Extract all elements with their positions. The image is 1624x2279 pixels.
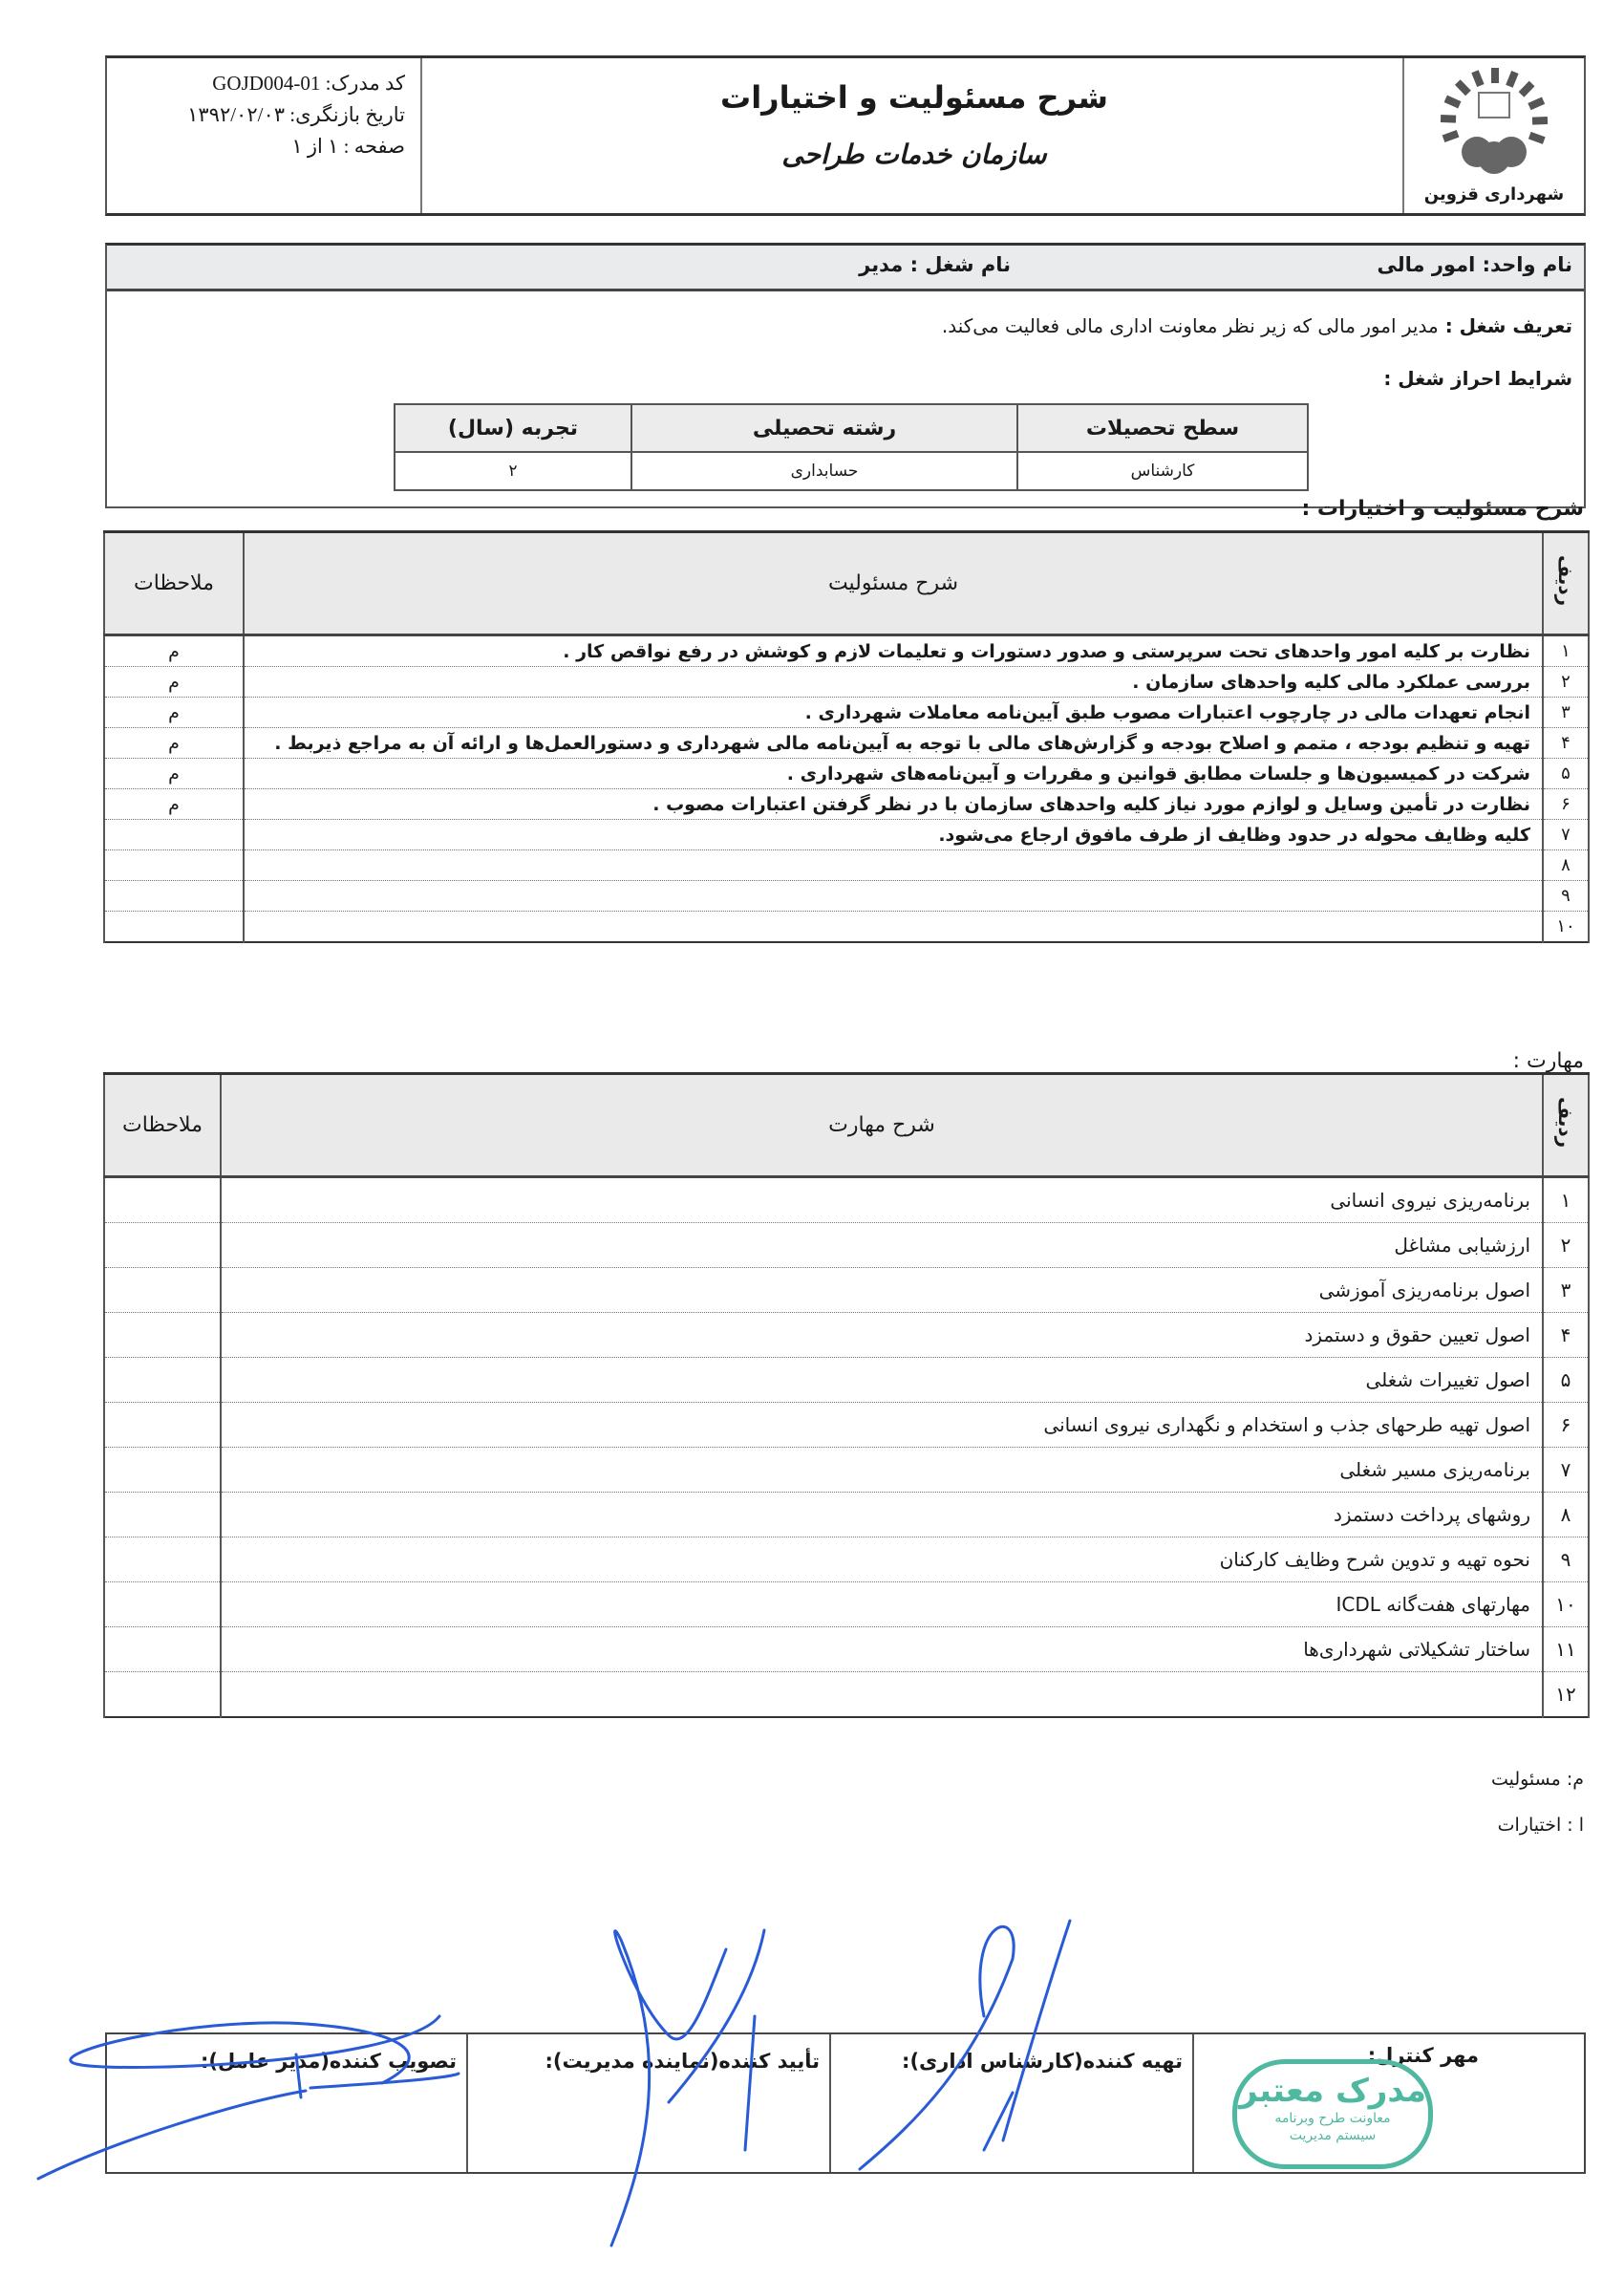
row-number: ۱۰ <box>1543 1582 1589 1627</box>
skill-row <box>104 1177 1589 1223</box>
row-description: اصول تهیه طرحهای جذب و استخدام و نگهداری نیروی انسانی <box>221 1403 1543 1448</box>
qual-field: حسابداری <box>631 452 1017 490</box>
revision-date-line <box>107 99 405 131</box>
revision-date-value: ۱۳۹۲/۰۲/۰۳ <box>187 103 286 126</box>
doc-code-value: GOJD004-01 <box>212 72 321 95</box>
skills-header-remarks: ملاحظات <box>104 1074 221 1177</box>
row-number: ۵ <box>1543 759 1589 789</box>
row-description: انجام تعهدات مالی در چارچوب اعتبارات مصوب طبق آیین‌نامه معاملات شهرداری . <box>244 698 1543 728</box>
row-description: برنامه‌ریزی مسیر شغلی <box>221 1448 1543 1493</box>
unit-value: امور مالی <box>1377 253 1476 276</box>
skill-row <box>104 1493 1589 1537</box>
resp-header-row-number <box>1543 532 1589 635</box>
skill-row <box>104 1672 1589 1718</box>
skills-section-label: مهارت : <box>1512 1049 1584 1073</box>
qual-education-level: کارشناس <box>1017 452 1308 490</box>
row-remarks: م <box>104 759 244 789</box>
row-number: ۸ <box>1543 850 1589 881</box>
revision-date-label: تاریخ بازنگری: <box>289 103 405 126</box>
row-number: ۶ <box>1543 1403 1589 1448</box>
row-description: ارزشیابی مشاغل <box>221 1223 1543 1268</box>
row-remarks <box>104 1672 221 1718</box>
qual-header-experience: تجربه (سال) <box>395 404 631 452</box>
row-number: ۴ <box>1543 728 1589 759</box>
responsibility-row <box>104 912 1589 943</box>
row-number: ۱۰ <box>1543 912 1589 943</box>
row-number: ۱۲ <box>1543 1672 1589 1718</box>
row-number: ۵ <box>1543 1358 1589 1403</box>
document-title: شرح مسئولیت و اختیارات <box>720 79 1108 116</box>
qualifications-table <box>394 403 1309 491</box>
row-remarks <box>104 881 244 912</box>
legend-responsibility: م: مسئولیت <box>1490 1769 1584 1790</box>
row-description <box>221 1672 1543 1718</box>
qazvin-municipality-logo-icon <box>1437 64 1551 179</box>
row-remarks: م <box>104 789 244 820</box>
row-number: ۷ <box>1543 820 1589 850</box>
responsibility-row <box>104 881 1589 912</box>
row-description: اصول تعیین حقوق و دستمزد <box>221 1313 1543 1358</box>
skill-row <box>104 1313 1589 1358</box>
job-definition <box>942 314 1572 337</box>
page-number-line <box>107 131 405 162</box>
row-number: ۷ <box>1543 1448 1589 1493</box>
responsibilities-table <box>103 530 1590 943</box>
row-number: ۱ <box>1543 635 1589 667</box>
qual-header-education-level: سطح تحصیلات <box>1017 404 1308 452</box>
legend-authority: ا : اختیارات <box>1497 1815 1584 1836</box>
logo-caption: شهرداری قزوین <box>1423 184 1565 204</box>
page-value: ۱ از ۱ <box>291 135 339 158</box>
skill-row <box>104 1268 1589 1313</box>
row-remarks <box>104 1493 221 1537</box>
row-number: ۶ <box>1543 789 1589 820</box>
job-name <box>859 253 1011 276</box>
skills-header-description: شرح مهارت <box>221 1074 1543 1177</box>
control-stamp-cell <box>1192 2034 1584 2172</box>
document-header <box>105 55 1586 216</box>
skill-row <box>104 1403 1589 1448</box>
row-description: نظارت در تأمین وسایل و لوازم مورد نیاز کلیه واحدهای سازمان با در نظر گرفتن اعتبارات مصوب . <box>244 789 1543 820</box>
row-description: شرکت در کمیسیون‌ها و جلسات مطابق قوانین و مقررات و آیین‌نامه‌های شهرداری . <box>244 759 1543 789</box>
stamp-line-1: معاونت طرح وبرنامه <box>1274 2111 1391 2126</box>
logo-block <box>1402 58 1584 213</box>
row-number: ۲ <box>1543 1223 1589 1268</box>
job-label: نام شغل : <box>909 253 1011 276</box>
job-info-bar <box>107 246 1584 291</box>
resp-header-description: شرح مسئولیت <box>244 532 1543 635</box>
skill-row <box>104 1582 1589 1627</box>
definition-label: تعریف شغل : <box>1444 314 1572 337</box>
row-description: تهیه و تنظیم بودجه ، متمم و اصلاح بودجه و گزارش‌های مالی با توجه به آیین‌نامه مالی شهرداری و دستورالعمل‌ها و ارائه آن به مراجع ذیربط . <box>244 728 1543 759</box>
qualifications-label: شرایط احراز شغل : <box>1383 367 1572 390</box>
skill-row <box>104 1537 1589 1582</box>
skill-row <box>104 1358 1589 1403</box>
unit-label: نام واحد: <box>1482 253 1572 276</box>
row-remarks <box>104 1223 221 1268</box>
row-remarks <box>104 912 244 943</box>
row-number-header: ردیف <box>1554 1096 1577 1149</box>
row-number: ۲ <box>1543 667 1589 698</box>
row-description: بررسی عملکرد مالی کلیه واحدهای سازمان . <box>244 667 1543 698</box>
definition-value: مدیر امور مالی که زیر نظر معاونت اداری مالی فعالیت می‌کند. <box>941 314 1439 337</box>
legend <box>1491 1756 1584 1848</box>
doc-code-label: کد مدرک: <box>325 72 405 95</box>
row-description: نحوه تهیه و تدوین شرح وظایف کارکنان <box>221 1537 1543 1582</box>
responsibility-row <box>104 635 1589 667</box>
row-description: مهارتهای هفت‌گانه ICDL <box>221 1582 1543 1627</box>
signature-footer <box>105 2032 1586 2174</box>
row-number: ۱ <box>1543 1177 1589 1223</box>
qual-experience: ۲ <box>395 452 631 490</box>
approved-by-cell <box>107 2034 466 2172</box>
row-description: اصول برنامه‌ریزی آموزشی <box>221 1268 1543 1313</box>
row-description <box>244 912 1543 943</box>
prepared-by-label: تهیه کننده(کارشناس اداری): <box>902 2050 1183 2073</box>
row-description: کلیه وظایف محوله در حدود وظایف از طرف مافوق ارجاع می‌شود. <box>244 820 1543 850</box>
responsibility-row <box>104 728 1589 759</box>
row-remarks: م <box>104 728 244 759</box>
responsibility-row <box>104 667 1589 698</box>
row-remarks: م <box>104 698 244 728</box>
row-number: ۹ <box>1543 1537 1589 1582</box>
job-value: مدیر <box>859 253 904 276</box>
prepared-by-cell <box>829 2034 1192 2172</box>
row-remarks <box>104 1313 221 1358</box>
control-stamp-label: مهر کنترل: <box>1367 2044 1479 2067</box>
row-remarks: م <box>104 667 244 698</box>
row-number: ۳ <box>1543 1268 1589 1313</box>
validity-stamp <box>1232 2059 1433 2169</box>
skills-header-row-number <box>1543 1074 1589 1177</box>
skill-row <box>104 1223 1589 1268</box>
title-block <box>422 58 1406 213</box>
stamp-main-text: مدرک معتبر <box>1238 2072 1427 2110</box>
responsibility-row <box>104 698 1589 728</box>
skill-row <box>104 1448 1589 1493</box>
row-number: ۸ <box>1543 1493 1589 1537</box>
row-number: ۱۱ <box>1543 1627 1589 1672</box>
row-description: نظارت بر کلیه امور واحدهای تحت سرپرستی و صدور دستورات و تعلیمات لازم و کوشش در رفع نواقص کار . <box>244 635 1543 667</box>
row-description <box>244 850 1543 881</box>
approved-by-label: تصویب کننده(مدیر عامل): <box>200 2050 457 2073</box>
row-description: برنامه‌ریزی نیروی انسانی <box>221 1177 1543 1223</box>
responsibility-row <box>104 850 1589 881</box>
row-remarks <box>104 1582 221 1627</box>
confirmed-by-cell <box>466 2034 829 2172</box>
page-label: صفحه : <box>343 135 405 158</box>
responsibility-row <box>104 789 1589 820</box>
row-remarks <box>104 850 244 881</box>
row-remarks <box>104 1537 221 1582</box>
skills-table <box>103 1072 1590 1718</box>
row-remarks <box>104 1448 221 1493</box>
row-remarks <box>104 1268 221 1313</box>
job-info-section <box>105 243 1586 508</box>
doc-code-line <box>107 68 405 99</box>
row-remarks <box>104 1627 221 1672</box>
resp-header-remarks: ملاحظات <box>104 532 244 635</box>
responsibility-row <box>104 820 1589 850</box>
row-remarks <box>104 1177 221 1223</box>
row-number: ۴ <box>1543 1313 1589 1358</box>
responsibilities-section-label: شرح مسئولیت و اختیارات : <box>1301 497 1584 521</box>
unit-name <box>1378 253 1573 276</box>
row-number: ۳ <box>1543 698 1589 728</box>
row-description: روشهای پرداخت دستمزد <box>221 1493 1543 1537</box>
row-description <box>244 881 1543 912</box>
row-number: ۹ <box>1543 881 1589 912</box>
skill-row <box>104 1627 1589 1672</box>
responsibility-row <box>104 759 1589 789</box>
organization-name: سازمان خدمات طراحی <box>781 139 1047 170</box>
row-number-header: ردیف <box>1554 554 1577 607</box>
qual-header-field: رشته تحصیلی <box>631 404 1017 452</box>
document-meta <box>107 58 422 213</box>
row-description: اصول تغییرات شغلی <box>221 1358 1543 1403</box>
row-description: ساختار تشکیلاتی شهرداری‌ها <box>221 1627 1543 1672</box>
row-remarks: م <box>104 635 244 667</box>
confirmed-by-label: تأیید کننده(نماینده مدیریت): <box>545 2050 820 2073</box>
row-remarks <box>104 1358 221 1403</box>
row-remarks <box>104 1403 221 1448</box>
stamp-line-2: سیستم مدیریت <box>1289 2128 1377 2143</box>
row-remarks <box>104 820 244 850</box>
